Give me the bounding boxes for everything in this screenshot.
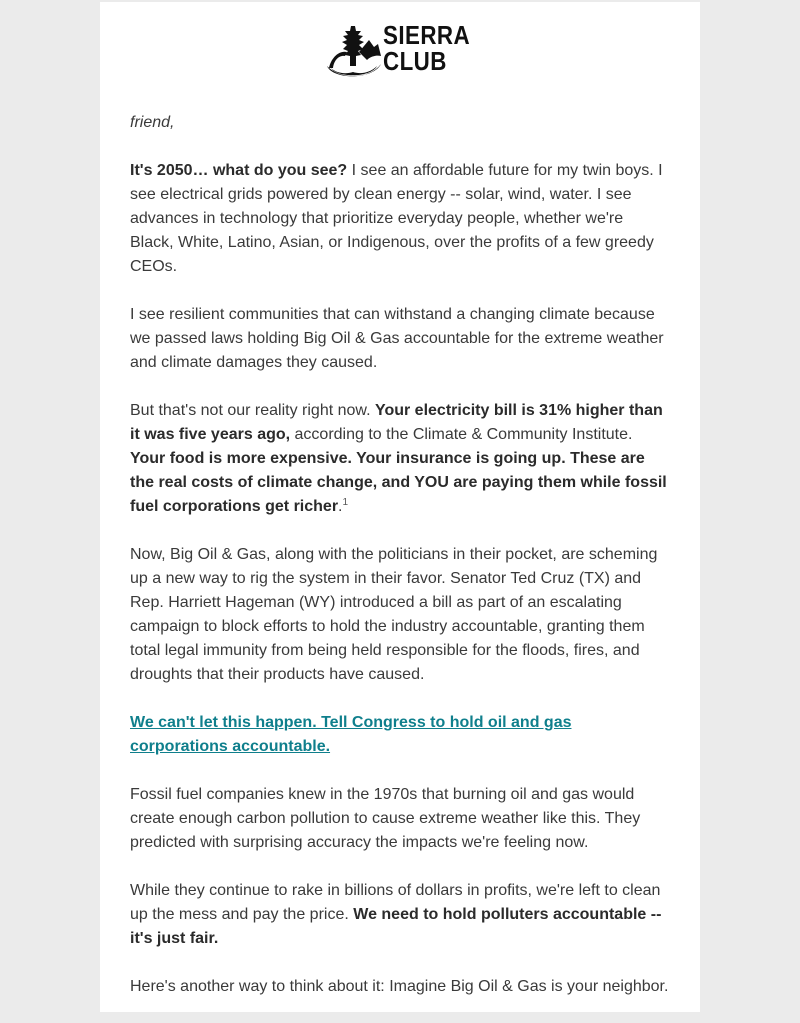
paragraph-1-bold-lead: It's 2050… what do you see? bbox=[130, 162, 348, 179]
logo-line-1: SIERRA bbox=[383, 20, 471, 50]
paragraph-7: Here's another way to think about it: Imagine Big Oil & Gas is your neighbor. bbox=[130, 978, 669, 995]
paragraph-5: Fossil fuel companies knew in the 1970s that burning oil and gas would create enough carbon pollution to cause extreme weather like this. They predicted with surprising accuracy the impacts we're feeling now. bbox=[130, 786, 641, 851]
logo-line-2: CLUB bbox=[383, 46, 447, 76]
paragraph-3-text-2: according to the Climate & Community Institute. bbox=[290, 426, 633, 443]
email-card bbox=[100, 2, 700, 1012]
paragraph-3 bbox=[130, 399, 670, 519]
logo-wordmark bbox=[383, 22, 470, 74]
paragraph-3-bold-2: Your food is more expensive. Your insurance is going up. These are the real costs of climate change, and YOU are paying them while fossil fuel corporations get richer bbox=[130, 450, 667, 515]
paragraph-2: I see resilient communities that can withstand a changing climate because we passed laws holding Big Oil & Gas accountable for the extreme weather and climate damages they caused. bbox=[130, 306, 664, 371]
tree-icon bbox=[325, 22, 383, 82]
greeting: friend, bbox=[130, 114, 175, 131]
paragraph-6-bold: We need to hold polluters accountable -- it's just fair. bbox=[130, 906, 662, 947]
email-body bbox=[130, 111, 670, 1023]
paragraph-1-text: I see an affordable future for my twin boys. I see electrical grids powered by clean energy -- solar, wind, water. I see advances in technology that prioritize everyday people, whether we're Black, White, Latino, Asian, or Indigenous, over the profits of a few greedy CEOs. bbox=[130, 162, 663, 275]
cta-paragraph bbox=[130, 711, 670, 759]
cta-link[interactable]: We can't let this happen. Tell Congress to hold oil and gas corporations accountable. bbox=[130, 714, 572, 755]
sierra-club-logo[interactable] bbox=[325, 22, 475, 82]
paragraph-3-text-1: But that's not our reality right now. bbox=[130, 402, 375, 419]
paragraph-6-text: While they continue to rake in billions of dollars in profits, we're left to clean up the mess and pay the price. bbox=[130, 882, 661, 923]
footnote-marker: 1 bbox=[342, 497, 349, 508]
paragraph-3-text-3: . bbox=[338, 498, 343, 515]
paragraph-4: Now, Big Oil & Gas, along with the politicians in their pocket, are scheming up a new way to rig the system in their favor. Senator Ted Cruz (TX) and Rep. Harriett Hageman (WY) introduced a bill as part of an escalating campaign to block efforts to hold the industry accountable, granting them total legal immunity from being held responsible for the floods, fires, and droughts that their products have caused. bbox=[130, 546, 658, 683]
paragraph-6 bbox=[130, 879, 670, 951]
paragraph-1 bbox=[130, 159, 670, 279]
paragraph-3-bold-1: Your electricity bill is 31% higher than it was five years ago, bbox=[130, 402, 663, 443]
